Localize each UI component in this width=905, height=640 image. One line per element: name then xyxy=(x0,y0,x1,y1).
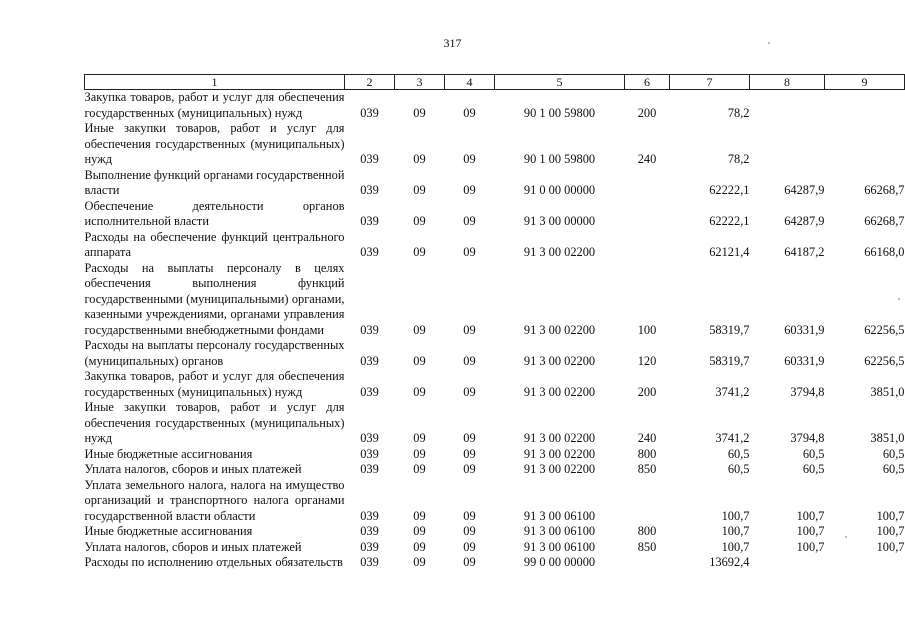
table-row xyxy=(85,199,905,230)
section-code: 09 xyxy=(413,524,426,538)
subsection-code: 09 xyxy=(463,462,476,476)
scan-speck xyxy=(898,298,900,300)
amount-year-1: 62222,1 xyxy=(709,183,750,197)
amount-year-3: 66268,7 xyxy=(864,183,905,197)
target-article-code: 90 1 00 59800 xyxy=(523,152,596,166)
amount-year-1: 3741,2 xyxy=(715,384,750,399)
expense-type-code xyxy=(625,478,670,525)
item-name: Обеспечение деятельности органов исполнительной власти xyxy=(84,198,345,228)
ministry-code: 039 xyxy=(360,462,379,476)
table-row xyxy=(85,555,905,571)
amount-year-2: 64287,9 xyxy=(784,183,825,197)
amount-year-2: 3794,8 xyxy=(790,384,825,399)
section-code: 09 xyxy=(413,322,426,337)
amount-year-3 xyxy=(825,555,905,571)
section-code: 09 xyxy=(413,152,426,166)
item-name: Расходы на выплаты персоналу в целях обеспечения выполнения функций государственными (муниципальными) органами, казенными учреждениями, органами управления государственными внебюджетными фондами xyxy=(84,260,345,337)
section-code: 09 xyxy=(413,384,426,399)
ministry-code: 039 xyxy=(360,322,379,337)
target-article-code: 90 1 00 59800 xyxy=(523,105,596,120)
amount-year-2 xyxy=(750,90,825,122)
target-article-code: 91 3 00 02200 xyxy=(523,353,596,368)
section-code: 09 xyxy=(413,245,426,259)
table-row xyxy=(85,90,905,122)
expense-type-code: 200 xyxy=(637,105,657,120)
subsection-code: 09 xyxy=(463,183,476,197)
subsection-code: 09 xyxy=(463,105,476,120)
ministry-code: 039 xyxy=(360,524,379,538)
table-row xyxy=(85,121,905,168)
amount-year-2: 60,5 xyxy=(802,462,825,476)
table-row xyxy=(85,369,905,400)
ministry-code: 039 xyxy=(360,555,379,569)
ministry-code: 039 xyxy=(360,245,379,259)
target-article-code: 91 3 00 02200 xyxy=(523,431,596,445)
amount-year-3: 3851,0 xyxy=(870,384,905,399)
amount-year-2: 60331,9 xyxy=(784,353,825,368)
amount-year-2: 64287,9 xyxy=(784,214,825,228)
table-row xyxy=(85,400,905,447)
expense-type-code: 800 xyxy=(637,446,657,461)
amount-year-3: 66168,0 xyxy=(864,245,905,259)
amount-year-1: 62222,1 xyxy=(709,214,750,228)
ministry-code: 039 xyxy=(360,353,379,368)
expense-type-code xyxy=(625,555,670,571)
amount-year-2 xyxy=(750,121,825,168)
item-name: Иные закупки товаров, работ и услуг для обеспечения государственных (муниципальных) нужд xyxy=(84,400,345,445)
ministry-code: 039 xyxy=(360,384,379,399)
subsection-code: 09 xyxy=(463,152,476,166)
expense-type-code: 240 xyxy=(637,431,657,445)
amount-year-2: 100,7 xyxy=(796,524,825,538)
expense-type-code: 240 xyxy=(637,152,657,166)
header-cell: 2 xyxy=(345,75,395,90)
subsection-code: 09 xyxy=(463,322,476,337)
amount-year-2: 100,7 xyxy=(796,508,825,523)
amount-year-2: 64187,2 xyxy=(784,245,825,259)
ministry-code: 039 xyxy=(360,105,379,120)
amount-year-3: 100,7 xyxy=(876,524,905,538)
amount-year-1: 100,7 xyxy=(721,539,750,554)
item-name: Выполнение функций органами государственной власти xyxy=(84,167,345,197)
amount-year-3: 62256,5 xyxy=(864,353,905,368)
amount-year-2 xyxy=(750,555,825,571)
item-name: Расходы по исполнению отдельных обязательств xyxy=(84,555,343,569)
table-row xyxy=(85,447,905,463)
amount-year-1: 62121,4 xyxy=(709,245,750,259)
subsection-code: 09 xyxy=(463,555,476,569)
page-number: 317 xyxy=(443,36,462,50)
amount-year-1: 60,5 xyxy=(727,446,750,461)
ministry-code: 039 xyxy=(360,214,379,228)
amount-year-1: 100,7 xyxy=(721,508,750,523)
amount-year-1: 58319,7 xyxy=(709,353,750,368)
item-name: Уплата налогов, сборов и иных платежей xyxy=(84,462,302,476)
table-row xyxy=(85,478,905,525)
amount-year-3 xyxy=(825,121,905,168)
expense-type-code xyxy=(625,230,670,261)
item-name: Расходы на выплаты персоналу государственных (муниципальных) органов xyxy=(84,338,345,368)
table-body xyxy=(85,90,905,571)
section-code: 09 xyxy=(413,183,426,197)
amount-year-1: 3741,2 xyxy=(715,431,750,445)
target-article-code: 91 3 00 02200 xyxy=(523,245,596,259)
scan-speck xyxy=(768,42,770,44)
section-code: 09 xyxy=(413,508,426,523)
item-name: Уплата земельного налога, налога на имущество организаций и транспортного налога органами государственной власти области xyxy=(84,477,345,523)
header-row xyxy=(85,75,905,90)
ministry-code: 039 xyxy=(360,183,379,197)
amount-year-1: 60,5 xyxy=(727,462,750,476)
target-article-code: 91 3 00 02200 xyxy=(523,384,596,399)
header-cell: 6 xyxy=(625,75,670,90)
header-cell: 9 xyxy=(825,75,905,90)
item-name: Закупка товаров, работ и услуг для обеспечения государственных (муниципальных) нужд xyxy=(84,369,345,399)
header-cell: 8 xyxy=(750,75,825,90)
subsection-code: 09 xyxy=(463,214,476,228)
header-cell: 3 xyxy=(395,75,445,90)
amount-year-2: 3794,8 xyxy=(790,431,825,445)
header-cell: 7 xyxy=(670,75,750,90)
amount-year-3: 62256,5 xyxy=(864,322,905,337)
subsection-code: 09 xyxy=(463,508,476,523)
item-name: Закупка товаров, работ и услуг для обеспечения государственных (муниципальных) нужд xyxy=(84,90,345,120)
section-code: 09 xyxy=(413,105,426,120)
target-article-code: 91 3 00 02200 xyxy=(523,446,596,461)
amount-year-3: 66268,7 xyxy=(864,214,905,228)
table-row xyxy=(85,462,905,478)
ministry-code: 039 xyxy=(360,446,379,461)
item-name: Иные бюджетные ассигнования xyxy=(84,524,253,538)
table-row xyxy=(85,540,905,556)
amount-year-1: 13692,4 xyxy=(709,555,750,569)
target-article-code: 99 0 00 00000 xyxy=(523,555,596,569)
section-code: 09 xyxy=(413,353,426,368)
header-cell: 4 xyxy=(445,75,495,90)
amount-year-3 xyxy=(825,90,905,122)
amount-year-1: 58319,7 xyxy=(709,322,750,337)
target-article-code: 91 0 00 00000 xyxy=(523,183,596,197)
expense-type-code: 100 xyxy=(637,322,657,337)
expense-type-code: 800 xyxy=(637,524,657,538)
scan-speck xyxy=(845,536,847,538)
budget-table xyxy=(84,74,905,571)
amount-year-3: 3851,0 xyxy=(870,431,905,445)
table-row xyxy=(85,230,905,261)
section-code: 09 xyxy=(413,539,426,554)
section-code: 09 xyxy=(413,555,426,569)
item-name: Уплата налогов, сборов и иных платежей xyxy=(84,539,302,554)
expense-type-code xyxy=(625,168,670,199)
amount-year-3: 60,5 xyxy=(882,446,905,461)
amount-year-3: 100,7 xyxy=(876,539,905,554)
expense-type-code: 850 xyxy=(637,462,657,476)
amount-year-2: 60331,9 xyxy=(784,322,825,337)
amount-year-3: 100,7 xyxy=(876,508,905,523)
expense-type-code: 120 xyxy=(637,353,657,368)
subsection-code: 09 xyxy=(463,431,476,445)
section-code: 09 xyxy=(413,462,426,476)
subsection-code: 09 xyxy=(463,353,476,368)
expense-type-code xyxy=(625,199,670,230)
section-code: 09 xyxy=(413,431,426,445)
ministry-code: 039 xyxy=(360,539,379,554)
amount-year-3: 60,5 xyxy=(882,462,905,476)
amount-year-1: 78,2 xyxy=(727,152,750,166)
section-code: 09 xyxy=(413,214,426,228)
subsection-code: 09 xyxy=(463,245,476,259)
table-row xyxy=(85,524,905,540)
target-article-code: 91 3 00 02200 xyxy=(523,462,596,476)
amount-year-2: 60,5 xyxy=(802,446,825,461)
subsection-code: 09 xyxy=(463,524,476,538)
header-cell: 1 xyxy=(85,75,345,90)
target-article-code: 91 3 00 06100 xyxy=(523,524,596,538)
ministry-code: 039 xyxy=(360,152,379,166)
amount-year-2: 100,7 xyxy=(796,539,825,554)
item-name: Иные закупки товаров, работ и услуг для обеспечения государственных (муниципальных) нужд xyxy=(84,121,345,166)
amount-year-1: 100,7 xyxy=(721,524,750,538)
header-cell: 5 xyxy=(495,75,625,90)
expense-type-code: 200 xyxy=(637,384,657,399)
target-article-code: 91 3 00 02200 xyxy=(523,322,596,337)
section-code: 09 xyxy=(413,446,426,461)
target-article-code: 91 3 00 06100 xyxy=(523,539,596,554)
subsection-code: 09 xyxy=(463,384,476,399)
table-row xyxy=(85,168,905,199)
item-name: Расходы на обеспечение функций центрального аппарата xyxy=(84,229,345,259)
table-row xyxy=(85,261,905,339)
target-article-code: 91 3 00 06100 xyxy=(523,508,596,523)
amount-year-1: 78,2 xyxy=(727,105,750,120)
ministry-code: 039 xyxy=(360,508,379,523)
expense-type-code: 850 xyxy=(637,539,657,554)
target-article-code: 91 3 00 00000 xyxy=(523,214,596,228)
subsection-code: 09 xyxy=(463,446,476,461)
table-row xyxy=(85,338,905,369)
ministry-code: 039 xyxy=(360,431,379,445)
subsection-code: 09 xyxy=(463,539,476,554)
item-name: Иные бюджетные ассигнования xyxy=(84,446,253,461)
